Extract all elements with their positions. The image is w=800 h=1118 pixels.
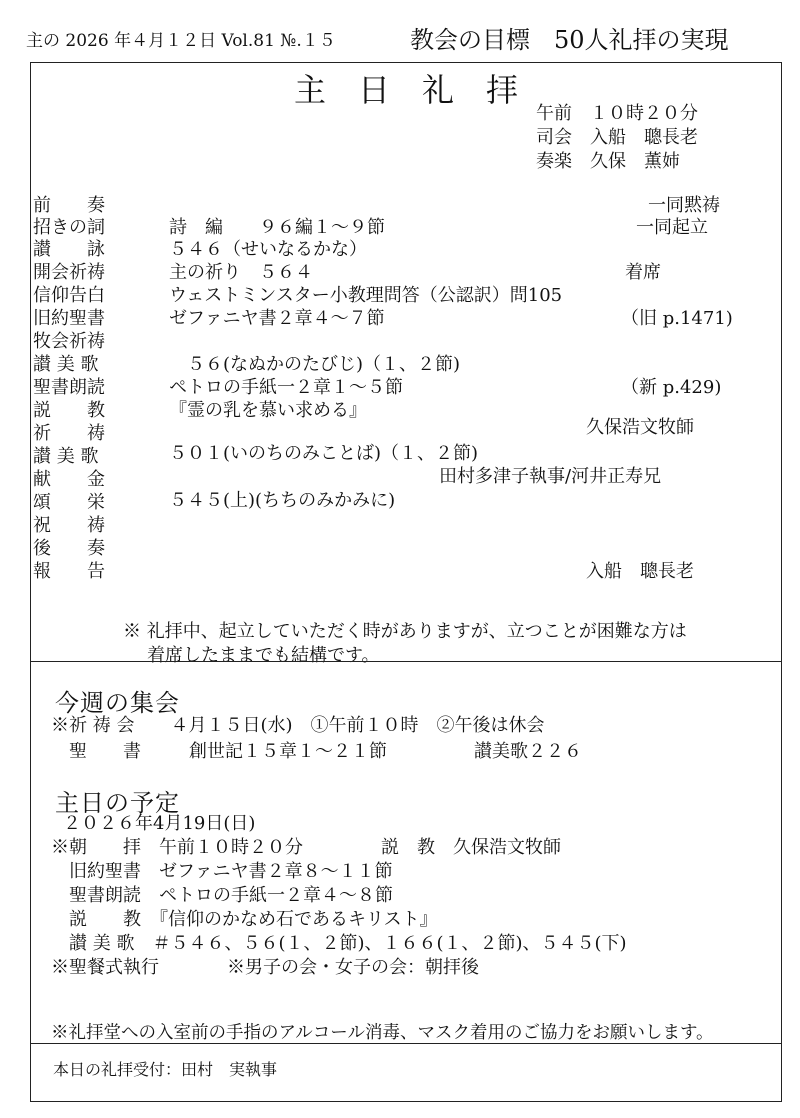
next-sunday-title: 主日の予定 [55,789,180,817]
next-hymns: 讃 美 歌 ＃５４６、５６(１、２節)、１６６(１、２節)、５４５(下) [69,933,627,954]
bulletin-frame [30,62,782,1102]
order-label: 讃 美 歌 [33,446,99,467]
prayer-bible-text: 創世記１５章１～２１節 [189,741,387,762]
order-label: 招きの詞 [33,217,105,238]
order-content: ウェストミンスター小教理問答（公認訳）問105 [169,285,563,306]
order-label: 聖書朗読 [33,377,105,398]
prayer-bible-label: 聖 書 [69,741,141,762]
order-label: 讃 美 歌 [33,354,99,375]
service-title: 主 日 礼 拝 [293,71,518,109]
service-organist: 奏楽 久保 薫姉 [536,151,680,172]
hygiene-request: ※礼拝堂への入室前の手指のアルコール消毒、マスク着用のご協力をお願いします。 [51,1023,714,1043]
order-label: 牧会祈祷 [33,331,105,352]
service-time: 午前 １０時２０分 [536,103,698,124]
order-label: 前 奏 [33,195,105,216]
order-note: 一同黙祷 [648,195,720,216]
order-note: 入船 聰長老 [586,561,694,582]
prayer-meeting: ※祈 祷 会 ４月１５日(水) ①午前１０時 ②午後は休会 [51,715,545,736]
order-label: 祈 祷 [33,423,105,444]
date-volume-line: 主の 2026 年４月１２日 Vol.81 №.１５ [26,31,336,51]
service-presider: 司会 入船 聰長老 [536,127,698,148]
order-content: ５０１(いのちのみことば)（１、２節) [169,443,479,464]
order-label: 讃 詠 [33,239,105,260]
standing-notice-line2: 着席したままでも結構です。 [147,645,380,666]
order-label: 信仰告白 [33,285,105,306]
next-sunday-date: ２０２６年4月19日(日) [63,813,256,834]
communion-notice: ※聖餐式執行 [51,957,159,978]
order-content: ５６(なぬかのたびじ)（１、２節) [169,354,461,375]
footer-divider [31,1043,781,1044]
order-label: 祝 祷 [33,515,105,536]
this-week-title: 今週の集会 [55,689,180,717]
order-note: （新 p.429) [621,377,722,398]
order-note: 着席 [625,262,661,283]
order-content: ５４５(上)(ちちのみかみに) [169,490,396,511]
standing-notice-line1: ※ 礼拝中、起立していただく時がありますが、立つことが困難な方は [123,621,687,642]
next-sermon: 説 教 『信仰のかなめ石であるキリスト』 [69,909,438,930]
order-label: 献 金 [33,469,105,490]
order-note: 一同起立 [636,217,708,238]
reception-duty: 本日の礼拝受付：田村 実執事 [53,1060,278,1079]
order-label: 後 奏 [33,538,105,559]
group-meetings: ※男子の会・女子の会：朝拝後 [227,957,479,978]
order-label: 報 告 [33,561,105,582]
next-ot-reading: 旧約聖書 ゼファニヤ書２章８～１１節 [69,861,393,882]
order-content: 詩 編 ９６編１～９節 [169,217,385,238]
morning-worship: ※朝 拝 午前１０時２０分 [51,837,303,858]
order-label: 説 教 [33,400,105,421]
order-content: 『霊の乳を慕い求める』 [169,400,367,421]
order-content: 主の祈り ５６４ [169,262,313,283]
order-content: ゼファニヤ書２章４～７節 [169,308,385,329]
order-content: ペトロの手紙一２章１～５節 [169,377,403,398]
order-content: ５４６（せいなるかな） [169,239,367,260]
prayer-hymn: 讃美歌２２６ [474,741,582,762]
next-nt-reading: 聖書朗読 ペトロの手紙一２章４～８節 [69,885,393,906]
order-label: 開会祈祷 [33,262,105,283]
church-goal: 教会の目標 50人礼拝の実現 [410,26,729,54]
next-preacher: 説 教 久保浩文牧師 [381,837,561,858]
order-note: （旧 p.1471) [621,308,733,329]
order-label: 頌 栄 [33,492,105,513]
order-label: 旧約聖書 [33,308,105,329]
section-divider [31,661,781,662]
order-note: 久保浩文牧師 [586,417,694,438]
order-note: 田村多津子執事/河井正寿兄 [439,466,662,487]
